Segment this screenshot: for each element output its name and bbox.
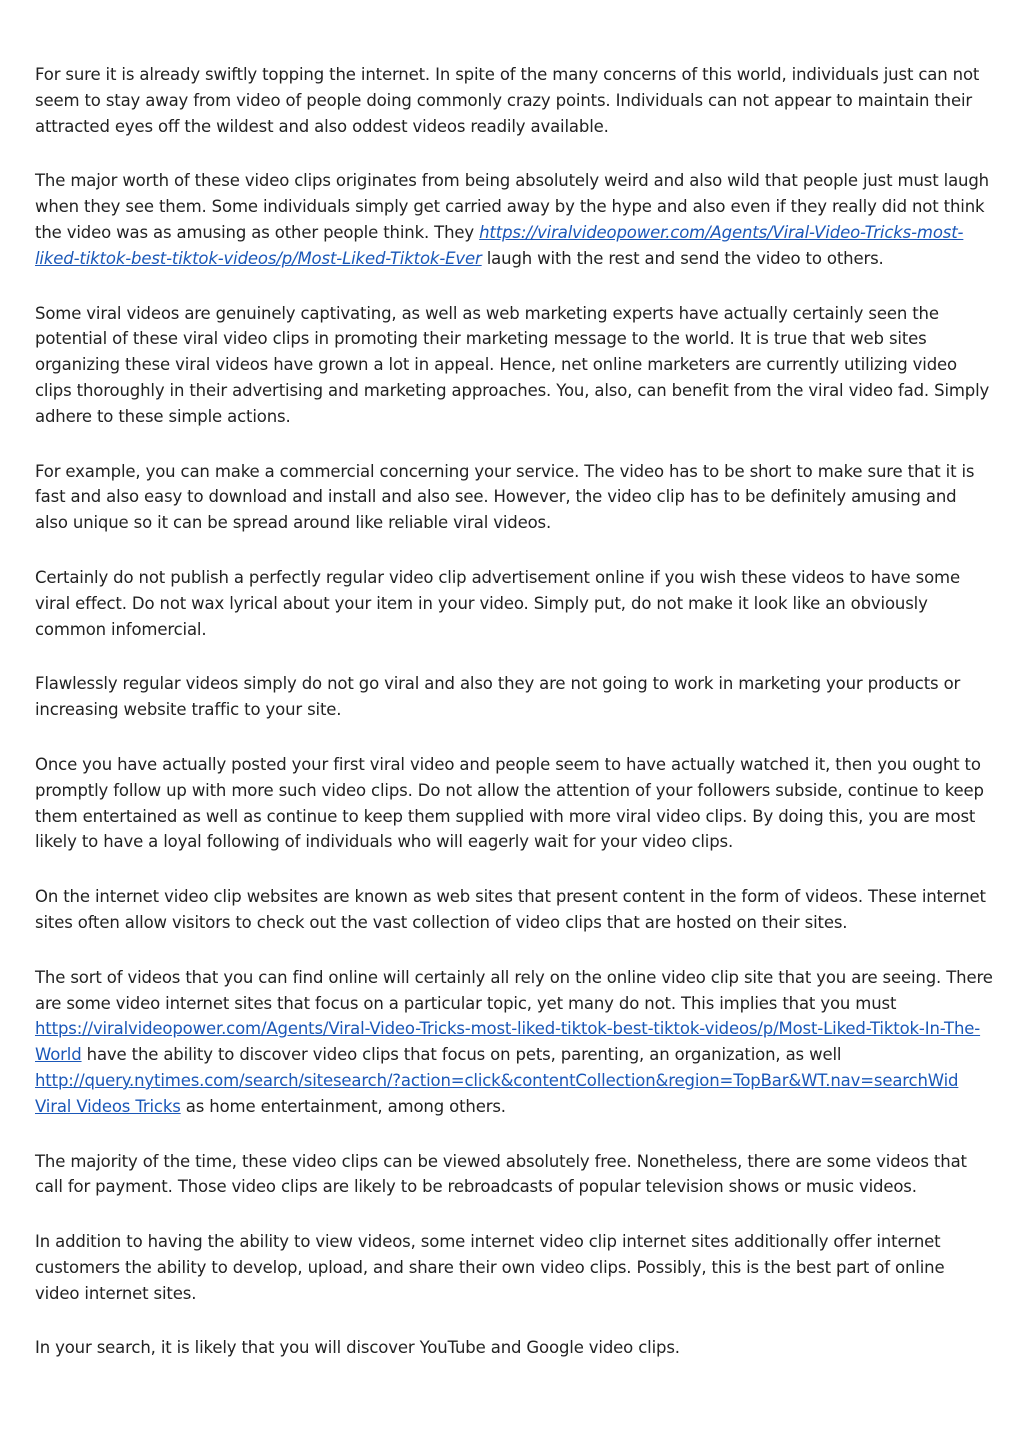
paragraph-2-text-before: The major worth of these video clips originates from being absolutely weird and also wild that people just must laugh when they see them. Some individuals simply get carried away by the hype and also even if they really did not think the video was as amusing as other people think. They (35, 171, 989, 242)
paragraph-5: Certainly do not publish a perfectly regular video clip advertisement online if you wish these videos to have some viral effect. Do not wax lyrical about your item in your video. Simply put, do not make it look like an obviously common infomercial. (35, 567, 960, 639)
paragraph-2 (35, 168, 993, 271)
paragraph-9-text-middle: have the ability to discover video clips that focus on pets, parenting, an organization, as well (81, 1045, 842, 1065)
paragraph-10: The majority of the time, these video clips can be viewed absolutely free. Nonetheless, there are some videos that call for payment. Those video clips are likely to be rebroadcasts of popular television shows or music videos. (35, 1151, 967, 1197)
paragraph-12: In your search, it is likely that you will discover YouTube and Google video clips. (35, 1338, 680, 1358)
paragraph-7: Once you have actually posted your first viral video and people seem to have actually watched it, then you ought to promptly follow up with more such video clips. Do not allow the attention of your followers subside, continue to keep them entertained as well as continue to keep them supplied with more viral video clips. By doing this, you are most likely to have a loyal following of individuals who will eagerly wait for your video clips. (35, 754, 984, 852)
paragraph-11: In addition to having the ability to view videos, some internet video clip internet sites additionally offer internet customers the ability to develop, upload, and share their own video clips. Possibly, this is the best part of online video internet sites. (35, 1232, 945, 1303)
paragraph-9-text-before: The sort of videos that you can find online will certainly all rely on the online video clip site that you are seeing. There are some video internet sites that focus on a particular topic, yet many do not. This implies that you must (35, 967, 993, 1013)
document-body (35, 62, 993, 1390)
most-liked-tiktok-in-the-world-link[interactable]: https://viralvideopower.com/Agents/Viral-Video-Tricks-most-liked-tiktok-best-tiktok-videos/p/Most-Liked-Tiktok-In-The-World (35, 1019, 981, 1065)
most-liked-tiktok-ever-link[interactable]: https://viralvideopower.com/Agents/Viral-Video-Tricks-most-liked-tiktok-best-tiktok-videos/p/Most-Liked-Tiktok-Ever (35, 222, 964, 268)
paragraph-8: On the internet video clip websites are known as web sites that present content in the form of videos. These internet sites often allow visitors to check out the vast collection of video clips that are hosted on their sites. (35, 887, 986, 932)
nytimes-search-link[interactable]: http://query.nytimes.com/search/sitesearch/?action=click&contentCollection&region=TopBar&WT.nav=searchWid Viral Videos Tricks (35, 1070, 959, 1116)
paragraph-6: Flawlessly regular videos simply do not go viral and also they are not going to work in marketing your products or increasing website traffic to your site. (35, 674, 961, 720)
paragraph-3: Some viral videos are genuinely captivating, as well as web marketing experts have actually certainly seen the potential of these viral video clips in promoting their marketing message to the world. It is true that web sites organizing these viral videos have grown a lot in appeal. Hence, net online marketers are currently utilizing video clips thoroughly in their advertising and marketing approaches. You, also, can benefit from the viral video fad. Simply adhere to these simple actions. (35, 303, 990, 426)
paragraph-9 (35, 965, 993, 1120)
paragraph-2-text-after: laugh with the rest and send the video to others. (481, 248, 884, 268)
paragraph-9-text-after: as home entertainment, among others. (180, 1096, 506, 1116)
paragraph-4: For example, you can make a commercial concerning your service. The video has to be short to make sure that it is fast and also easy to download and install and also see. However, the video clip has to be definitely amusing and also unique so it can be spread around like reliable viral videos. (35, 461, 975, 533)
paragraph-1: For sure it is already swiftly topping the internet. In spite of the many concerns of this world, individuals just can not seem to stay away from video of people doing commonly crazy points. Individuals can not appear to maintain their attracted eyes off the wildest and also oddest videos readily available. (35, 65, 980, 136)
